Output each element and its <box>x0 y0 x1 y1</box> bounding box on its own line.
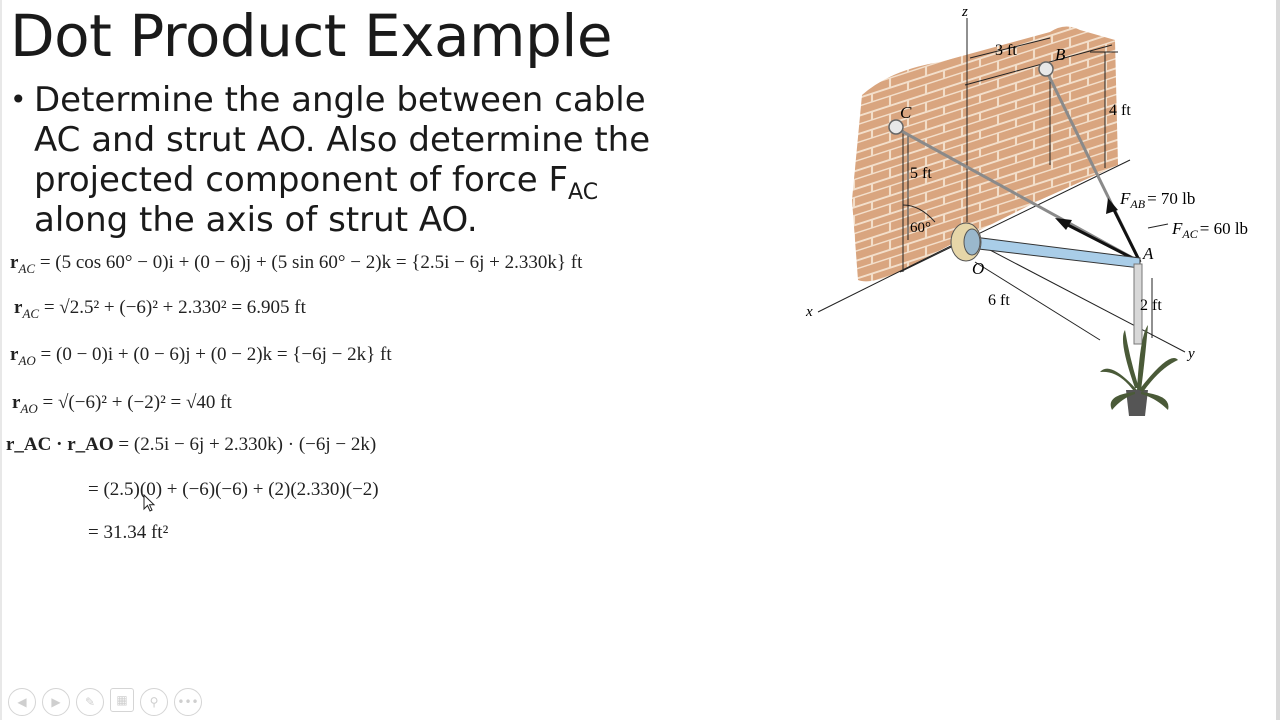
slide-title: Dot Product Example <box>10 2 613 70</box>
force-ac-arrowhead <box>1055 218 1072 230</box>
eq-subscript: AO <box>18 352 36 368</box>
next-icon: ▶ <box>51 695 61 709</box>
label-angle: 60° <box>910 220 931 236</box>
zoom-button[interactable] <box>140 688 168 716</box>
label-fab-value: = 70 lb <box>1147 189 1196 208</box>
label-3ft: 3 ft <box>995 42 1017 59</box>
label-a: A <box>1143 244 1154 263</box>
zoom-icon: ⚲ <box>149 695 159 709</box>
eq-subscript: AO <box>20 400 38 416</box>
pen-button[interactable] <box>76 688 104 716</box>
equation-dot-result: = 31.34 ft² <box>88 522 169 543</box>
eq-dot-lhs: r_AC · r_AO <box>6 434 114 455</box>
prev-slide-button[interactable] <box>8 688 36 716</box>
bullet-line-4: along the axis of strut AO. <box>34 200 478 240</box>
label-fac-f: F <box>1172 219 1183 238</box>
slideshow-toolbar <box>8 688 202 716</box>
slides-icon: ▦ <box>116 693 128 707</box>
label-6ft: 6 ft <box>988 292 1010 309</box>
bullet-line-2: AC and strut AO. Also determine the <box>34 120 651 160</box>
eq-r-symbol: r <box>10 252 19 273</box>
label-4ft: 4 ft <box>1109 102 1131 119</box>
label-fab <box>1119 189 1195 211</box>
label-fac-sub: AC <box>1182 227 1198 241</box>
anchor-b <box>1039 62 1053 76</box>
plant-leaf <box>1139 358 1178 392</box>
more-icon: ••• <box>177 695 199 709</box>
bullet-line-3 <box>34 160 650 205</box>
label-fac <box>1171 219 1248 241</box>
prev-icon: ◀ <box>17 695 27 709</box>
equation-rao <box>10 344 392 369</box>
label-z: z <box>962 4 968 20</box>
anchor-c <box>889 120 903 134</box>
pen-icon: ✎ <box>84 695 96 709</box>
label-b: B <box>1055 45 1066 64</box>
equation-rao-magnitude <box>12 392 232 417</box>
bullet-line-1: Determine the angle between cable <box>34 80 646 120</box>
label-c: C <box>900 103 912 122</box>
label-y: y <box>1188 346 1195 362</box>
slide-edge-left <box>0 0 2 720</box>
statics-figure <box>800 0 1276 430</box>
slide-edge-right <box>1276 0 1280 720</box>
eq-r-symbol: r <box>14 297 23 318</box>
more-options-button[interactable] <box>174 688 202 716</box>
eq-r-symbol: r <box>12 392 21 413</box>
equation-dot-product-rhs: = (2.5i − 6j + 2.330k) · (−6j − 2k) <box>118 434 377 455</box>
bullet-line-3-subscript: AC <box>568 180 599 205</box>
label-fab-f: F <box>1120 189 1131 208</box>
mouse-cursor-icon <box>143 494 157 514</box>
label-fab-sub: AB <box>1130 197 1146 211</box>
next-slide-button[interactable] <box>42 688 70 716</box>
equation-rao-rhs: = (0 − 0)i + (0 − 6)j + (0 − 2)k = {−6j − 2k} ft <box>40 344 392 365</box>
bullet-line-3-text: projected component of force F <box>34 160 569 200</box>
equation-dot-product <box>6 434 376 456</box>
equation-rac-magnitude-rhs: = √2.5² + (−6)² + 2.330² = 6.905 ft <box>43 297 306 318</box>
see-all-slides-button[interactable] <box>110 688 134 712</box>
equation-rac <box>10 252 582 277</box>
equation-rac-magnitude <box>14 297 306 322</box>
strut-ao <box>966 236 1140 268</box>
label-5ft: 5 ft <box>910 165 932 182</box>
equation-rao-magnitude-rhs: = √(−6)² + (−2)² = √40 ft <box>42 392 232 413</box>
label-x: x <box>806 304 813 320</box>
bullet-marker: • <box>10 83 27 116</box>
fac-leader-line <box>1148 224 1168 228</box>
label-fac-value: = 60 lb <box>1199 219 1249 238</box>
label-2ft: 2 ft <box>1140 297 1162 314</box>
eq-subscript: AC <box>22 305 40 321</box>
bullet-text <box>34 80 650 240</box>
label-o: O <box>972 259 985 278</box>
eq-subscript: AC <box>18 260 36 276</box>
equation-rac-rhs: = (5 cos 60° − 0)i + (0 − 6)j + (5 sin 60° − 2)k = {2.5i − 6j + 2.330k} ft <box>39 252 583 273</box>
equation-dot-expanded: = (2.5)(0) + (−6)(−6) + (2)(2.330)(−2) <box>88 479 379 500</box>
strut-end <box>964 229 980 255</box>
eq-r-symbol: r <box>10 344 19 365</box>
